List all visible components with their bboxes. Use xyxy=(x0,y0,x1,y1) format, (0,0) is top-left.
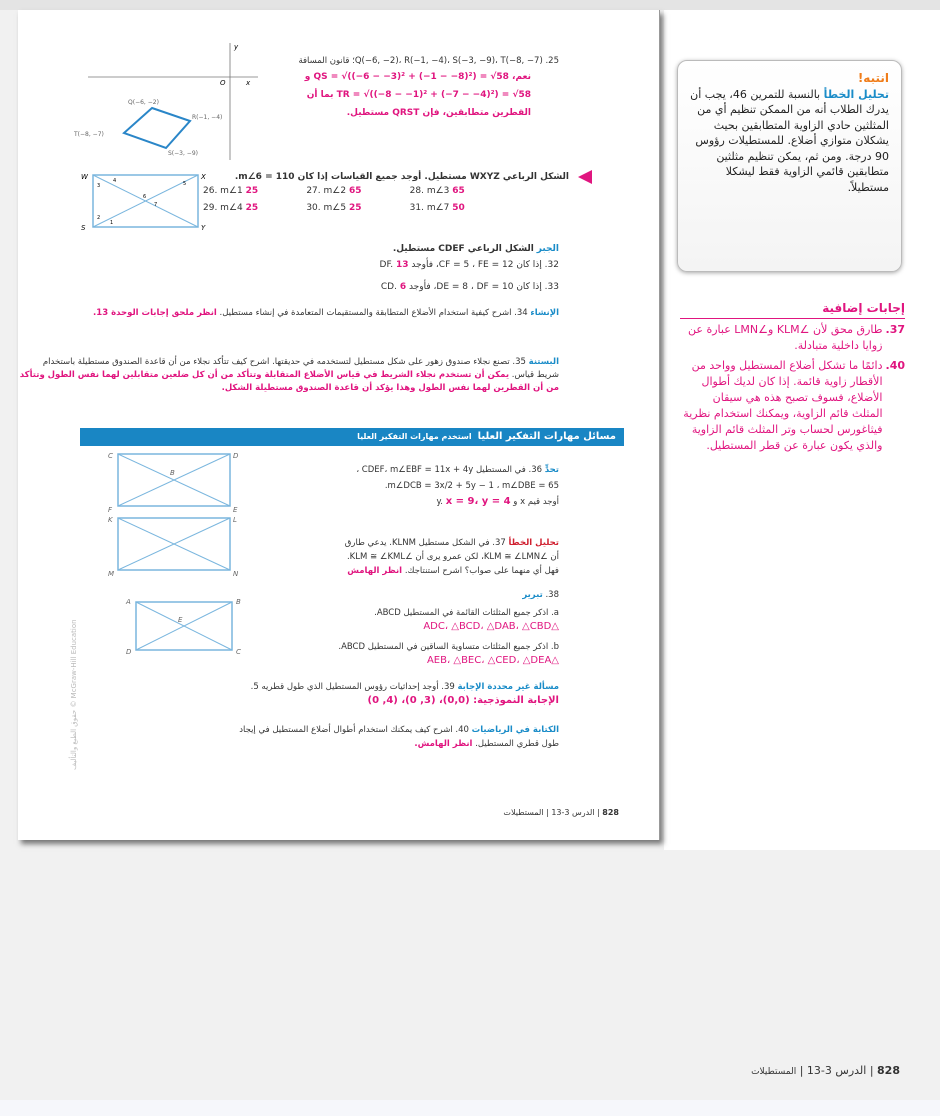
q26-31-prompt: الشكل الرباعي WXYZ مستطيل. أوجد جميع القياسات إذا كان m∠6 = 110. xyxy=(234,172,569,182)
x-label: x xyxy=(246,79,251,87)
vertex-c-label: C xyxy=(108,452,113,460)
origin-label: O xyxy=(220,79,226,87)
y-label: y xyxy=(234,43,239,51)
watch-out-title: انتبه! xyxy=(857,71,889,85)
q33: 33. إذا كان DE = 8 ، DF = 10، فأوجد CD. 6 xyxy=(380,282,559,292)
vertex-x-label: X xyxy=(201,173,206,181)
angle-4-label: 4 xyxy=(113,178,117,184)
vertex-y-label: Y xyxy=(201,224,206,232)
watch-out-text: بالنسبة للتمرين 46، يجب أن يدرك الطلاب أنه من الممكن تنظيم أي من المثلثين حادي الزاوية المتطابقين بحيث يشكلان متوازي أضلاع. للمستطيلات رؤوس 90 درجة. ومن ثم، يمكن تنظيم مثلثين متطابقين قائمي الزاوية فقط ليشكلا مستطيلاً. xyxy=(690,87,889,194)
hots-banner: مسائل مهارات التفكير العليااستخدم مهارات التفكير العليا xyxy=(80,428,624,446)
q25-number: 25. xyxy=(545,56,559,66)
rectangle-abcd-figure xyxy=(124,594,254,656)
page-footer: 828 | الدرس 3-13 | المستطيلات xyxy=(503,808,619,817)
rectangle-cdef-figure xyxy=(106,450,246,514)
vertex-n-label: N xyxy=(233,570,239,578)
vertex-d-label: D xyxy=(126,648,132,656)
angle-5-label: 5 xyxy=(183,181,187,187)
point-q-label: Q(−6, −2) xyxy=(128,99,159,106)
q37: تحليل الخطأ 37. في الشكل مستطيل KLNM. يدعي طارق أن ∠KLM ≅ ∠LMN، لكن عمرو يرى أن ∠KLM ≅ ∠KML. فهل أي منهما على صواب؟ اشرح استنتاجك. انظر الهامش xyxy=(344,538,559,576)
angle-answers-grid xyxy=(203,186,513,213)
q39: مسألة غير محددة الإجابة 39. أوجد إحداثيات رؤوس المستطيل الذي طول قطريه 5. الإجابة النموذجية: (0,0)، (3, 0)، (4, 0) xyxy=(250,682,559,706)
additional-answers-title: إجابات إضافية xyxy=(680,300,905,319)
vertex-a-label: A xyxy=(126,598,131,606)
point-b-label: B xyxy=(170,469,175,477)
point-e-label: E xyxy=(178,616,183,624)
watch-out-box xyxy=(677,60,902,272)
vertex-f-label: F xyxy=(108,506,113,514)
vertex-c-label: C xyxy=(236,648,241,656)
angle-6-label: 6 xyxy=(143,194,147,200)
q36: تحدٍّ 36. في المستطيل CDEF، m∠EBF = 11x + 4y ، m∠DCB = 3x/2 + 5y − 1 ، m∠DBE = 65. أوجد قيم x و y. x = 9، y = 4 xyxy=(356,465,559,507)
algebra-prompt: الجبر الشكل الرباعي CDEF مستطيل. xyxy=(392,244,559,254)
q40: الكتابة في الرياضيات 40. اشرح كيف يمكنك استخدام أطوال أضلاع المستطيل في إيجاد طول قطري المستطيل. انظر الهامش. xyxy=(239,725,559,749)
point-s-label: S(−3, −9) xyxy=(168,150,198,157)
answer-28: 28. m∠3 65 xyxy=(409,186,465,196)
additional-answer-40: 40. دائمًا ما تشكل أضلاع المستطيل وواحد من الأقطار زاوية قائمة. إذا كان لديك أطوال الأضلاع، فسوف تصبح هذه هي سيقان المثلث قائم الزاوية، ويمكنك استخدام نظرية فيثاغورس لحساب وتر المثلث قائم الزاوية والذي يكون عبارة عن قطر المستطيل. xyxy=(683,359,905,452)
q25-answer-line1: نعم، QS = √((−6 − −3)² + (−1 − −8)²) = √58 و xyxy=(304,72,531,82)
q25-answer-line2: TR = √((−8 − −1)² + (−7 − −4)²) = √58 بما أن xyxy=(306,90,531,100)
angle-3-label: 3 xyxy=(97,183,101,189)
angle-1-label: 1 xyxy=(110,220,114,226)
q34: الإنشاء 34. اشرح كيفية استخدام الأضلاع المتطابقة والمستقيمات المتعامدة في إنشاء مستطيل. انظر ملحق إجابات الوحدة 13. xyxy=(93,308,559,318)
textbook-page xyxy=(18,10,660,840)
rectangle-wxyz-figure xyxy=(78,170,218,234)
viewer-footer: 828 | الدرس 3-13 | المستطيلات xyxy=(751,1064,900,1077)
viewer-top-bar xyxy=(0,0,940,10)
watch-out-tag: تحليل الخطأ xyxy=(823,87,889,101)
point-t-label: T(−8, −7) xyxy=(74,131,104,138)
point-r-label: R(−1, −4) xyxy=(192,114,223,121)
q25-prompt-line xyxy=(298,54,559,68)
example-marker-icon xyxy=(578,170,592,184)
additional-answer-37: 37. طارق محق لأن ∠KLM و∠LMN عبارة عن زوايا داخلية متبادلة. xyxy=(688,323,905,352)
vertex-e-label: E xyxy=(233,506,238,514)
viewer-bottom-strip xyxy=(0,1100,940,1116)
quadrilateral-qrst xyxy=(124,108,190,148)
vertex-d-label: D xyxy=(233,452,239,460)
answer-30: 30. m∠5 25 xyxy=(306,203,362,213)
vertex-k-label: K xyxy=(108,516,113,524)
answer-27: 27. m∠2 65 xyxy=(306,186,362,196)
rectangle-klnm-figure xyxy=(106,514,246,578)
answer-31: 31. m∠7 50 xyxy=(409,203,465,213)
additional-answers xyxy=(680,300,905,454)
answer-26: 26. m∠1 25 xyxy=(203,186,259,196)
q38: 38. تبرير a. اذكر جميع المثلثات القائمة في المستطيل ABCD. △ADC، △BCD، △DAB، △CBD b. اذكر جميع المثلثات متساوية الساقين في المستطيل ABCD. △AEB، △BEC، △CED، △DEA xyxy=(338,590,559,666)
vertex-b-label: B xyxy=(236,598,241,606)
q32: 32. إذا كان CF = 5 ، FE = 12، فأوجد DF. 13 xyxy=(379,260,559,270)
angle-7-label: 7 xyxy=(154,202,158,208)
vertex-m-label: M xyxy=(108,570,115,578)
q35: البستنة 35. تصنع نجلاء صندوق زهور على شكل مستطيل لتستخدمه في حديقتها. اشرح كيف تتأكد نجلاء من أن قاعدة الصندوق مستطيلة باستخدام شريط قياس. يمكن أن تستخدم نجلاء الشريط في قياس الأضلاع المتقابلة وتتأكد من أن كل ضلعين متقابلين لهما نفس الطول وتتأكد من أن القطرين لهما نفس الطول وهذا يؤكد أن قاعدة الصندوق مستطيلة الشكل. xyxy=(19,357,559,393)
q25-prompt: Q(−6, −2)، R(−1, −4)، S(−3, −9)، T(−8, −7)؛ قانون المسافة xyxy=(298,56,543,66)
vertex-s-label: S xyxy=(81,224,86,232)
q25-answer-line3: القطرين متطابقين، فإن QRST مستطيل. xyxy=(346,108,531,118)
answer-29: 29. m∠4 25 xyxy=(203,203,259,213)
angle-2-label: 2 xyxy=(97,215,101,221)
vertex-w-label: W xyxy=(81,173,88,181)
vertex-l-label: L xyxy=(233,516,237,524)
copyright-text: حقوق الطبع والتأليف © McGraw-Hill Education xyxy=(70,619,78,770)
